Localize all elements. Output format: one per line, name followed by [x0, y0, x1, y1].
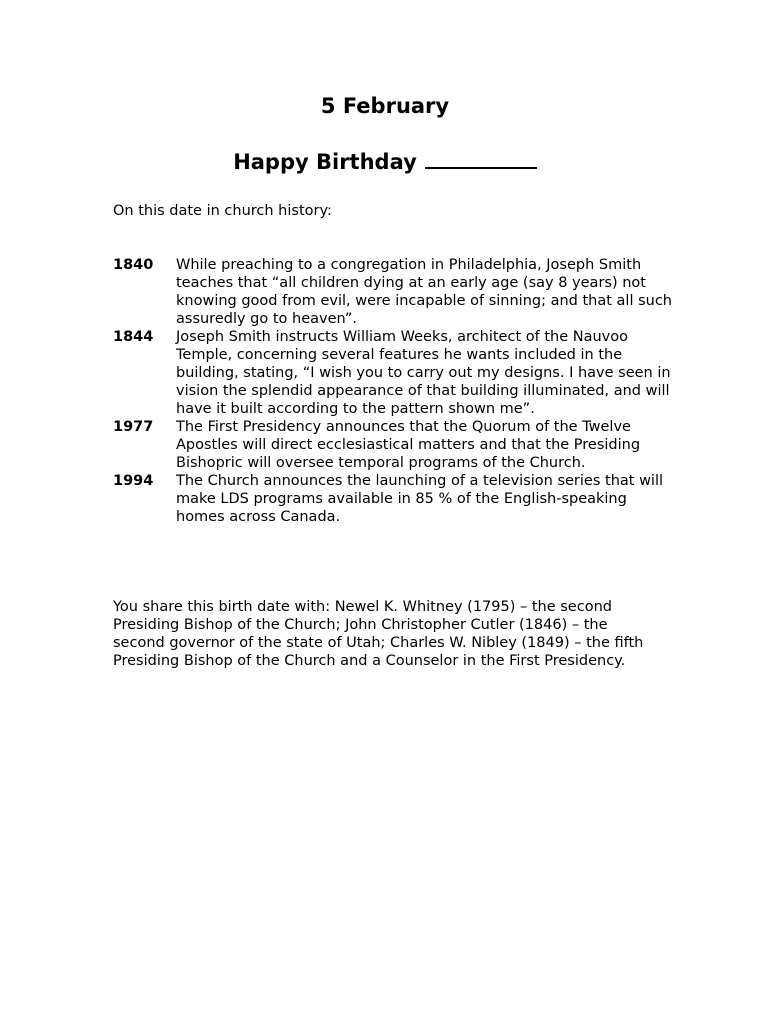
event-text: The Church announces the launching of a television series that will make LDS programs available in 85 % of the English-speaking homes across Canada.: [176, 473, 664, 525]
event-item: [113, 418, 673, 472]
event-item: [113, 256, 673, 328]
page-title: 5 February: [320, 94, 450, 118]
event-year: 1844: [113, 329, 154, 345]
birthday-label: Happy Birthday: [233, 150, 417, 174]
event-text: Joseph Smith instructs William Weeks, architect of the Nauvoo Temple, concerning several features he wants included in the building, stating, “I wish you to carry out my designs. I have seen in vision the splendid appearance of that building illuminated, and will have it built according to the pattern shown me”.: [176, 329, 671, 417]
event-year: 1994: [113, 473, 154, 489]
shared-birthdate-paragraph: You share this birth date with: Newel K. Whitney (1795) – the second Presiding Bishop of the Church; John Christopher Cutler (1846) – the second governor of the state of Utah; Charles W. Nibley (1849) – the fifth Presiding Bishop of the Church and a Counselor in the First Presidency.: [113, 599, 644, 669]
event-text: While preaching to a congregation in Philadelphia, Joseph Smith teaches that “all children dying at an early age (say 8 years) not knowing good from evil, were incapable of sinning; and that all such assuredly go to heaven”.: [176, 257, 672, 327]
intro-text: On this date in church history:: [113, 203, 332, 219]
event-item: [113, 472, 673, 526]
events-list: [113, 256, 673, 526]
event-text: The First Presidency announces that the Quorum of the Twelve Apostles will direct ecclesiastical matters and that the Presiding Bishopric will oversee temporal programs of the Church.: [176, 419, 641, 471]
birthday-heading: [0, 147, 770, 176]
event-year: 1977: [113, 419, 154, 435]
birthday-name-blank: [425, 147, 537, 169]
event-item: [113, 328, 673, 418]
event-year: 1840: [113, 257, 154, 273]
